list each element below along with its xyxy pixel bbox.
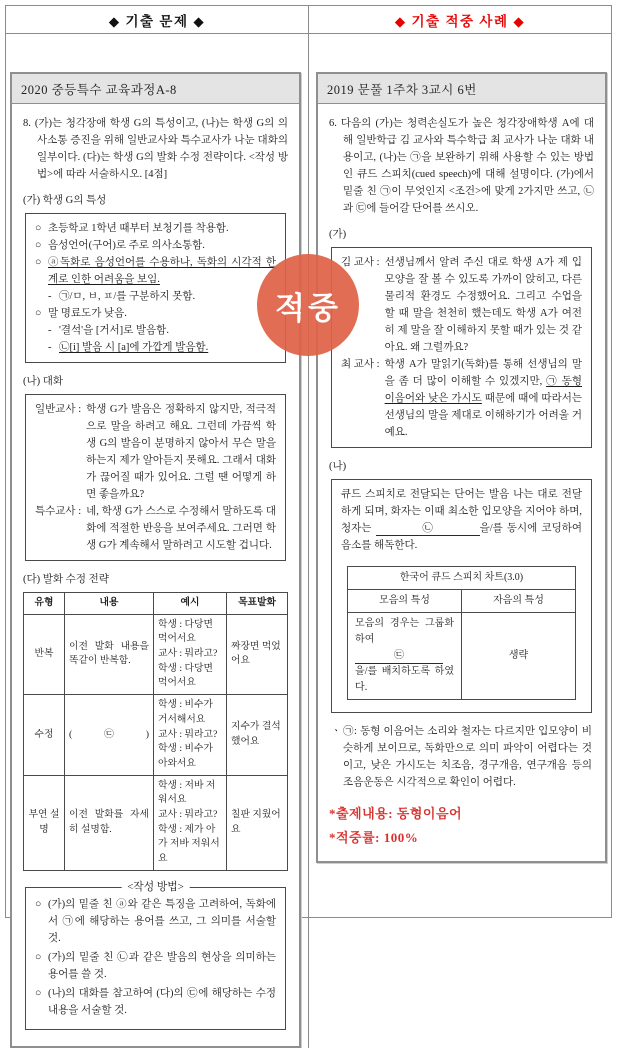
answer-method-box	[25, 880, 286, 1030]
exam-question-panel	[10, 72, 301, 1048]
dash-marker: -	[48, 342, 52, 353]
column-exam-question	[6, 34, 309, 1048]
trait-subitem	[35, 339, 276, 356]
speaker-special-teacher: 특수교사 :	[35, 506, 82, 517]
method-item: ○ (가)의 밑줄 친 ⓐ와 같은 특징을 고려하여, 독화에서 ㉠에 해당하는 용어를 쓰고, 그 의미를 서술할 것.	[35, 896, 276, 947]
bullet-marker: ㆍ	[331, 726, 342, 737]
chart-body-row: 모음의 경우는 그룹화하여 ㉢ 을/를 배치하도록 하였다. 생략	[348, 613, 576, 700]
section-ga-label: (가) 학생 G의 특성	[23, 195, 107, 206]
trait-item: ○ 초등학교 1학년 때부터 보청기를 착용함.	[35, 220, 276, 237]
blank-parenthesis: ( ㉢ )	[69, 728, 149, 740]
hit-rate-highlight: *적중률: 100%	[329, 830, 419, 846]
header-match-case: ◆ 기출 적중 사례 ◆	[394, 13, 526, 29]
section-na-label: (나) 대화	[23, 376, 64, 387]
trait-item: ○ 말 명료도가 낮음.	[35, 305, 276, 322]
question-8	[23, 115, 288, 183]
cue-chart-table	[347, 566, 576, 700]
table-header-row: 유형 내용 예시 목표발화	[24, 593, 288, 615]
speaker-kim-teacher: 김 교사 :	[341, 257, 380, 268]
circle-marker: ○	[35, 951, 42, 963]
match-source-title: 2019 문풀 1주차 3교시 6번	[318, 74, 605, 104]
blank-field: ㉡	[376, 522, 480, 536]
match-badge: 적중	[257, 254, 359, 356]
circle-marker: ○	[35, 257, 42, 268]
teacher-dialog-box	[25, 394, 286, 561]
circle-marker: ○	[35, 987, 42, 999]
speaker-general-teacher: 일반교사 :	[35, 404, 82, 415]
circle-marker: ○	[35, 308, 42, 319]
chart-header-row: 모음의 특성 자음의 특성	[348, 590, 576, 613]
question-text: 다음의 (가)는 청력손실도가 높은 청각장애학생 A에 대해 일반학급 김 교사와 특수학급 최 교사가 나눈 대화 내용이고, (나)는 ㉠을 보완하기 위해 사용할 수 있는 방법인 큐드 스피치(cued speech)에 대해 설명이다. (가)에서 밑줄 친 ㉠이 무엇인지 <조건>에 맞게 2가지만 쓰고, ㉡과 ㉢에 들어갈 단어를 쓰시오.	[340, 118, 594, 214]
underlined-trait-a: ⓐ독화로 음성언어를 수용하나, 독화의 시각적 한계로 인한 어려움을 보임.	[48, 257, 276, 285]
circle-marker: ○	[35, 223, 42, 234]
underlined-trait-b: ㉡[i] 발음 시 [a]에 가깝게 발음함.	[59, 342, 209, 353]
speaker-choi-teacher: 최 교사 :	[341, 359, 380, 370]
underlined-phrase: ㉠ 동형 이음어와 낮은 가시도	[384, 376, 582, 404]
table-row: 수정 ( ㉢ ) 학생 : 비수가 거서해서요 교사 : 뭐라고? 학생 : 비수가 아와서요 지수가 결석했어요	[24, 695, 288, 775]
comparison-grid	[5, 5, 612, 1016]
student-traits-box	[25, 213, 286, 363]
question-6	[329, 115, 594, 217]
exam-source-title: 2020 중등특수 교육과정A-8	[12, 74, 299, 104]
dash-marker: -	[48, 325, 52, 336]
trait-subitem: - ㉠/ㅁ, ㅂ, ㅍ/를 구분하지 못함.	[35, 288, 276, 305]
dialog-line: 최 교사 : 학생 A가 말읽기(독화)를 통해 선생님의 말을 좀 더 많이 이해할 수 있겠지만, ㉠ 동형 이음어와 낮은 가시도 때문에 때에 따라서는 선생님의 말을 제대로 이해하기가 어려울 거예요.	[341, 356, 582, 441]
section-da-label: (다) 발화 수정 전략	[23, 574, 109, 585]
match-case-panel	[316, 72, 607, 863]
question-number: 6.	[329, 118, 337, 129]
trait-item: ○ 음성언어(구어)로 주로 의사소통함.	[35, 237, 276, 254]
speech-repair-strategy-table	[23, 592, 288, 871]
table-row: 반복 이전 발화 내용을 똑같이 반복함. 학생 : 다당면 먹어서요 교사 : 뭐라고? 학생 : 다당면 먹어서요 짜장면 먹었어요	[24, 614, 288, 694]
dialog-line: 일반교사 : 학생 G가 발음은 정확하지 않지만, 적극적으로 말을 하려고 해요. 그런데 가끔씩 학생 G의 발음이 분명하지 않아서 무슨 말을 하는지 제가 알아듣지 못해요. 그래서 대화가 끊어질 때가 있어요. 그럴 땐 어떻게 하면 좋을까요?	[35, 401, 276, 503]
circle-marker: ○	[35, 240, 42, 251]
method-item: ○ (나)의 대화를 참고하여 (다)의 ㉢에 해당하는 수정 내용을 서술할 것.	[35, 985, 276, 1019]
table-row: 부연 설명 이전 발화를 자세히 설명함. 학생 : 저바 저워서요 교사 : 뭐라고? 학생 : 제가 아가 저바 저워서요 칠판 지웠어요	[24, 775, 288, 870]
dash-marker: -	[48, 291, 52, 302]
circle-marker: ○	[35, 898, 42, 910]
answer-method-title: <작성 방법>	[121, 879, 190, 896]
trait-subitem: - '결석'을 [거서]로 발음함.	[35, 322, 276, 339]
exam-topic-highlight: *출제내용: 동형이음어	[329, 806, 463, 821]
chart-title-row: 한국어 큐드 스피치 차트(3.0)	[348, 567, 576, 590]
dialog-line: 특수교사 : 네, 학생 G가 스스로 수정해서 말하도록 대화에 적절한 반응을 보여주세요. 그러면 학생 G가 계속해서 말하려고 시도할 겁니다.	[35, 503, 276, 554]
method-item: ○ (가)의 밑줄 친 ㉡과 같은 발음의 현상을 의미하는 용어를 쓸 것.	[35, 949, 276, 983]
trait-item	[35, 254, 276, 288]
cued-speech-box	[331, 479, 592, 713]
match-case-content	[318, 104, 605, 861]
dialog-line: 김 교사 : 선생님께서 알려 주신 대로 학생 A가 제 입 모양을 잘 볼 수 있도록 가까이 앉히고, 다른 물리적 환경도 수정했어요. 그리고 수업을 할 때 말을 천천히 했는데도 학생 A가 여전히 제 말을 잘 이해하지 못할 때가 있는 것 같아요. 왜 그럴까요?	[341, 254, 582, 356]
cued-speech-paragraph: 큐드 스피치로 전달되는 단어는 발음 나는 대로 전달하게 되며, 화자는 이때 최소한 입모양을 지어야 하며, 청자는 ㉡ 을/를 동시에 코딩하여 음소를 해독한다.	[341, 489, 582, 551]
blank-field: ㉢	[355, 650, 443, 664]
section-na-label: (나)	[329, 461, 347, 472]
exam-question-content	[12, 104, 299, 1046]
question-number: 8.	[23, 118, 31, 129]
question-text: (가)는 청각장애 학생 G의 특성이고, (나)는 학생 G의 의사소통 증진을 위해 일반교사와 특수교사가 나눈 대화의 일부이다. (다)는 학생 G의 발화 수정 전략이다. <작성 방법>에 따라 서술하시오. [4점]	[34, 118, 288, 180]
column-headers	[6, 6, 611, 34]
answer-note: ㆍ ㉠: 동형 이음어는 소리와 철자는 다르지만 입모양이 비슷하게 보이므로, 독화만으로 의미 파악이 어렵다는 것이고, 낮은 가시도는 치조음, 경구개음, 연구개음 등의 조음운동은 시각적으로 확인이 어렵다.	[331, 723, 592, 791]
columns	[6, 34, 611, 1048]
column-match-case	[309, 34, 611, 1048]
header-exam-question: ◆ 기출 문제 ◆	[6, 6, 309, 33]
section-ga-label: (가)	[329, 229, 347, 240]
teacher-dialog-box	[331, 247, 592, 448]
